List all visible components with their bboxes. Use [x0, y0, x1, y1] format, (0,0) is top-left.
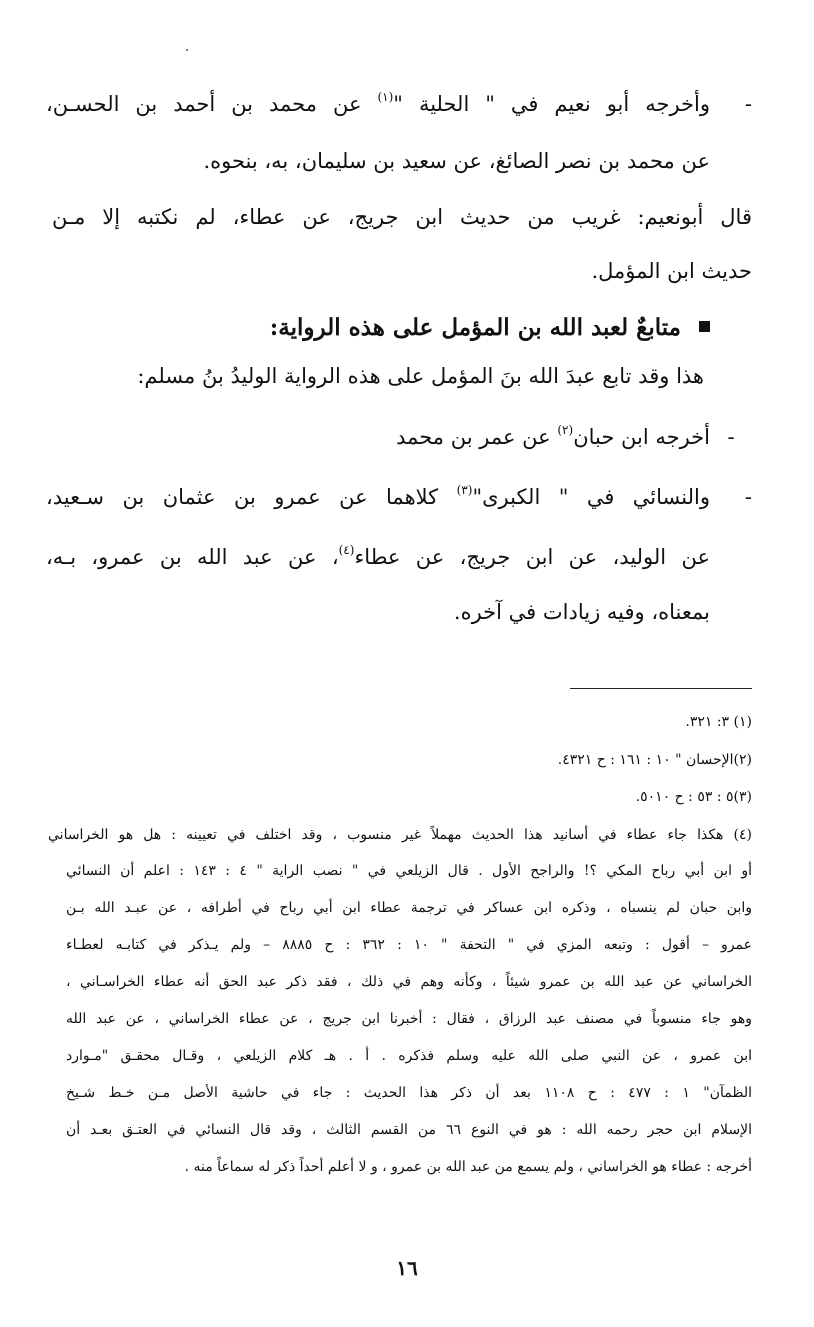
- bullet-dash: -: [744, 485, 752, 509]
- text-segment: والنسائي في " الكبرى": [472, 485, 710, 509]
- footnote-3: (٣)٥ : ٥٣ : ح ٥٠١٠.: [635, 789, 752, 805]
- page-number: ١٦: [396, 1256, 418, 1280]
- square-bullet-icon: [699, 321, 710, 332]
- bullet-line-1: [46, 88, 752, 120]
- text-segment: عن محمد بن أحمد بن الحسـن،: [46, 92, 378, 116]
- footnote-ref-3[interactable]: (٣): [456, 483, 473, 497]
- text-segment: بمعناه، وفيه زيادات في آخره.: [453, 600, 710, 624]
- text-segment: ، عن عبد الله بن عمرو، بـه،: [46, 545, 339, 569]
- footnote-ref-2[interactable]: (٢): [557, 423, 574, 437]
- footnote-4-line: أو ابن أبي رباح المكي ؟! والراجح الأول . قال الزيلعي في " نصب الراية " ٤ : ١٤٣ : اعلم أن النسائي: [66, 863, 752, 879]
- text-segment: هذا وقد تابع عبدَ الله بنَ المؤمل على هذه الرواية الوليدُ بنُ مسلم:: [137, 364, 704, 388]
- paragraph-line: [4, 360, 704, 392]
- text-segment: أخرجه ابن حبان: [573, 425, 710, 449]
- footnote-2: (٢)الإحسان " ١٠ : ١٦١ : ح ٤٣٢١.: [557, 752, 752, 768]
- section-heading: [10, 311, 710, 345]
- footnote-4-line: وابن حبان لم ينسباه ، وذكره ابن عساكر في ترجمة عطاء ابن أبي رباح في أطرافه ، عن عبـد الله بـن: [66, 900, 752, 916]
- scan-mark: [186, 49, 188, 51]
- bullet-line-3: [46, 481, 752, 513]
- footnote-4-line: الإسلام ابن حجر رحمه الله : هو في النوع ٦٦ من القسم الثالث ، وقد قال النسائي في العتـق بعـد أن: [66, 1122, 752, 1138]
- footnote-4-line: عمرو – أقول : وتبعه المزي في " التحفة " ١٠ : ٣٦٢ : ح ٨٨٨٥ – ولم يـذكر في كتابـه لعطـاء: [66, 937, 752, 953]
- footnote-1: (١) ٣: ٣٢١.: [685, 714, 752, 730]
- footnote-4-line: الخراساني عن عبد الله بن عمرو شيئاً ، وكأنه وهم في ذلك ، فقد ذكر عبد الحق أنه عطاء الخراسـاني ،: [66, 974, 752, 990]
- footnote-ref-4[interactable]: (٤): [338, 543, 355, 557]
- bullet-dash: -: [727, 425, 735, 449]
- footnote-4-line: (٤) هكذا جاء عطاء في أسانيد هذا الحديث مهملاً غير منسوب ، وقد اختلف في تعيينه : هل هو الخراساني: [48, 827, 752, 843]
- bullet-line-3-cont: [46, 541, 710, 573]
- text-segment: حديث ابن المؤمل.: [591, 259, 752, 283]
- text-segment: عن محمد بن نصر الصائغ، عن سعيد بن سليمان، به، بنحوه.: [203, 149, 710, 173]
- text-segment: قال أبونعيم: غريب من حديث ابن جريج، عن عطاء، لم نكتبه إلا مـن: [52, 205, 752, 229]
- paragraph-line: [52, 255, 752, 287]
- bullet-line-2: [52, 421, 752, 453]
- bullet-line-1-cont: [10, 145, 710, 177]
- text-segment: عن عمر بن محمد: [396, 425, 558, 449]
- text-segment: وأخرجه أبو نعيم في " الحلية ": [393, 92, 710, 116]
- paragraph-line: [52, 201, 752, 233]
- footnote-ref-1[interactable]: (١): [377, 90, 394, 104]
- bullet-line-3-cont: [10, 596, 710, 628]
- footnote-4-line: أخرجه : عطاء هو الخراساني ، ولم يسمع من عبد الله بن عمرو ، و لا أعلم أحداً ذكر له سماعاً منه .: [184, 1159, 752, 1175]
- text-segment: كلاهما عن عمرو بن عثمان بن سـعيد،: [46, 485, 457, 509]
- footnote-4-line: الظمآن" ١ : ٤٧٧ : ح ١١٠٨ بعد أن ذكر هذا الحديث : جاء في حاشية الأصل مـن خـط شـيخ: [66, 1085, 752, 1101]
- text-segment: عن الوليد، عن ابن جريج، عن عطاء: [354, 545, 710, 569]
- bullet-dash: -: [744, 92, 752, 116]
- heading-text: متابعٌ لعبد الله بن المؤمل على هذه الرواية:: [269, 314, 681, 341]
- footnote-separator: [570, 688, 752, 689]
- footnote-4-line: ابن عمرو ، عن النبي صلى الله عليه وسلم فذكره . أ . هـ كلام الزيلعي ، وقـال محقـق "مـوارد: [66, 1048, 752, 1064]
- footnote-4-line: وهو جاء منسوباً في مصنف عبد الرزاق ، فقال : أخبرنا ابن جريج ، عن عطاء الخراساني ، عن عبد الله: [66, 1011, 752, 1027]
